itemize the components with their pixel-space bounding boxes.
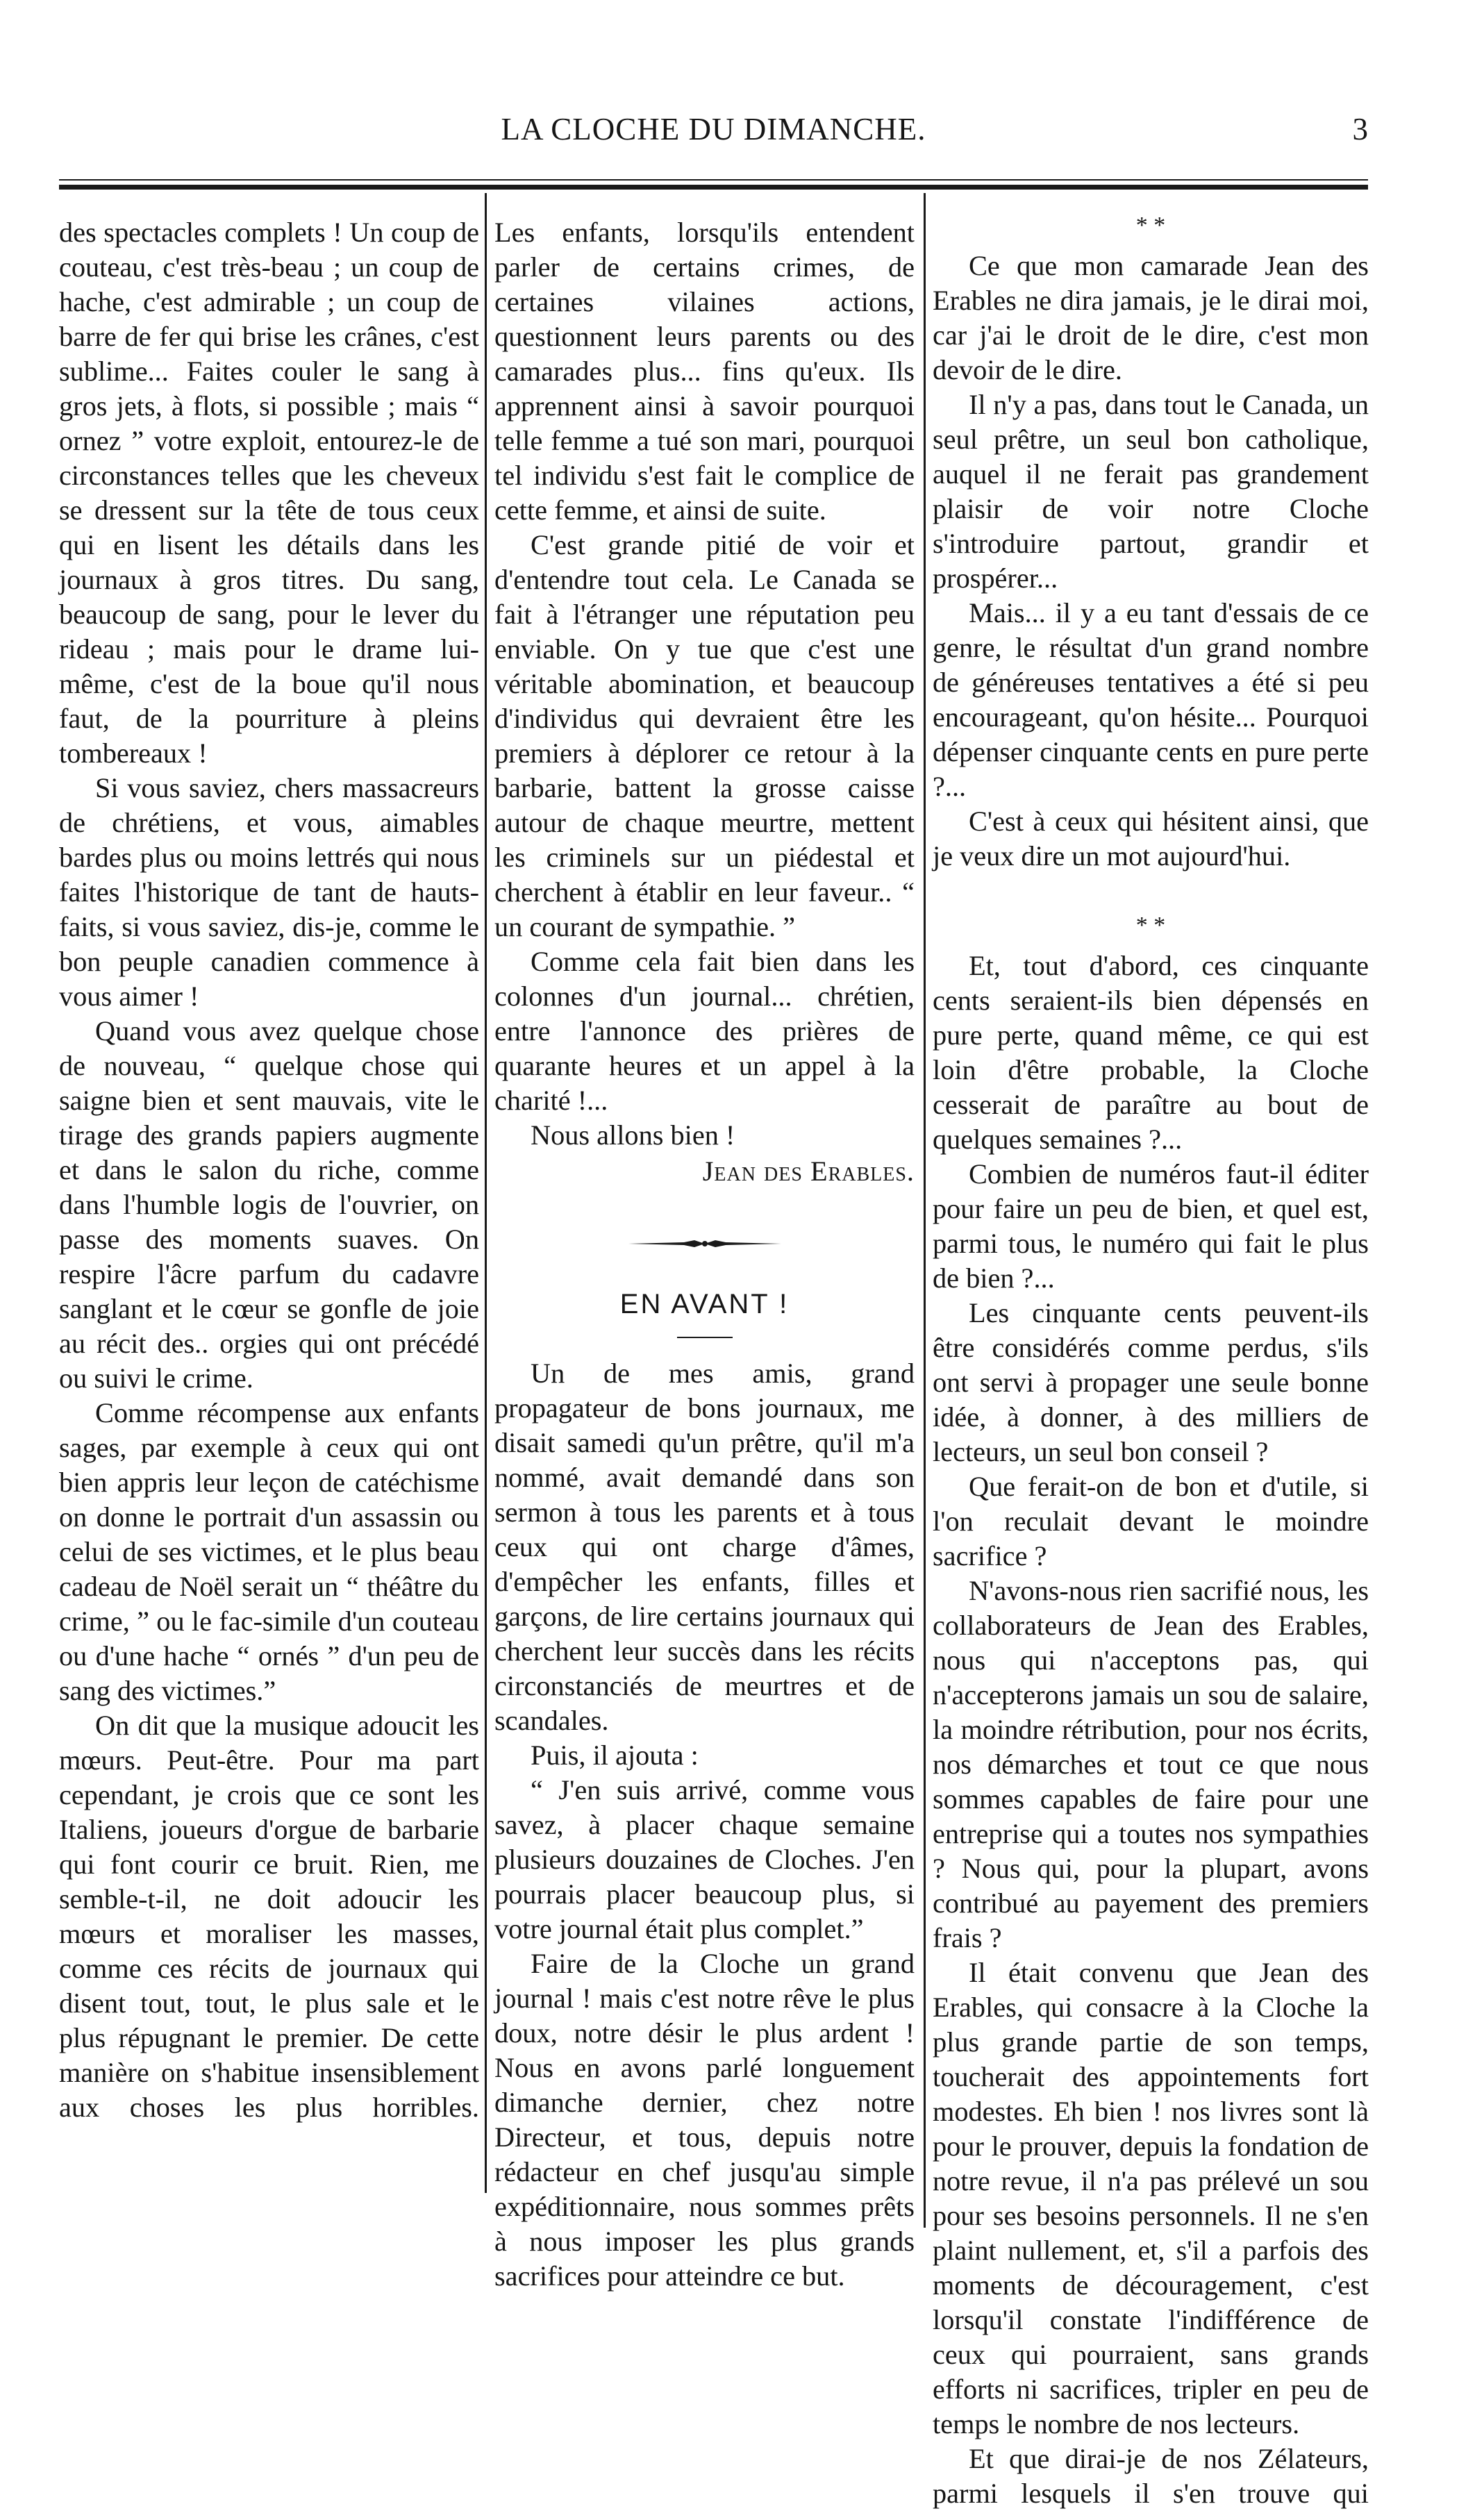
paragraph: On dit que la musique adoucit les mœurs. Peut-être. Pour ma part cependant, je crois que ce sont les Italiens, joueurs d'orgue de barbarie qui font courir ce bruit. Rien, me semble-t-il, ne doit adoucir les mœurs et moraliser les masses, comme ces récits de journaux qui disent tout, tout, le plus sale et le plus répugnant le premier. De cette manière on s'habitue insensiblement aux choses les plus horribles. <box>59 1710 479 2123</box>
paragraph: Les enfants, lorsqu'ils entendent parler de certains crimes, de certaines vilaines actions, questionnent leurs parents ou des camarades plus... fins qu'eux. Ils apprennent ainsi à savoir pourquoi telle femme a tué son mari, pourquoi tel individu s'est fait le complice de cette femme, et ainsi de suite. <box>494 217 915 526</box>
paragraph: Quand vous avez quelque chose de nouveau, “ quelque chose qui saigne bien et sent mauvais, vite le tirage des grands papiers augmente et dans le salon du riche, comme dans l'humble logis de l'ouvrier, on passe des moments suaves. On respire l'âcre parfum du cadavre sanglant et le cœur se gonfle de joie au récit des.. orgies qui ont précédé ou suivi le crime. <box>59 1015 479 1394</box>
asterism-separator: * * <box>1135 212 1166 238</box>
section-title: EN AVANT ! <box>619 1289 790 1319</box>
newspaper-title: LA CLOCHE DU DIMANCHE. <box>501 112 926 147</box>
paragraph: Nous allons bien ! <box>531 1119 735 1151</box>
paragraph: Combien de numéros faut-il éditer pour faire un peu de bien, et quel est, parmi tous, le numéro qui fait le plus de bien ?... <box>933 1158 1369 1294</box>
paragraph: Et que dirai-je de nos Zélateurs, parmi lesquels il s'en trouve qui <box>933 2443 1369 2509</box>
paragraph: C'est à ceux qui hésitent ainsi, que je veux dire un mot aujourd'hui. <box>933 806 1369 871</box>
page-header <box>59 111 1368 153</box>
column-divider-2 <box>924 193 926 2228</box>
header-rule-thin <box>59 179 1368 181</box>
paragraph: C'est grande pitié de voir et d'entendre tout cela. Le Canada se fait à l'étranger une réputation peu enviable. On y tue que c'est une véritable abomination, et beaucoup d'individus qui devraient être les premiers à déplorer ce retour à la barbarie, battent la grosse caisse autour de chaque meurtre, mettent les criminels sur un piédestal et cherchent à établir en leur faveur.. “ un courant de sympathie. ” <box>494 529 915 942</box>
paragraph: Les cinquante cents peuvent-ils être considérés comme perdus, s'ils ont servi à propager une seule bonne idée, à donner, à des milliers de lecteurs, un seul bon conseil ? <box>933 1297 1369 1467</box>
signature: Jean des Erables. <box>702 1156 915 1187</box>
column-divider-1 <box>485 193 487 2193</box>
paragraph: des spectacles complets ! Un coup de couteau, c'est très-beau ; un coup de hache, c'est admirable ; un coup de barre de fer qui brise les crânes, c'est sublime... Faites couler le sang à gros jets, à flots, si possible ; mais “ ornez ” votre exploit, entourez-le de circonstances telles que les cheveux se dressent sur la tête de tous ceux qui en lisent les détails dans les journaux à gros titres. Du sang, beaucoup de sang, pour le lever du rideau ; mais pour le drame lui-même, c'est de la boue qu'il nous faut, de la pourriture à pleins tombereaux ! <box>59 217 479 769</box>
paragraph: Faire de la Cloche un grand journal ! mais c'est notre rêve le plus doux, notre désir le plus ardent ! Nous en avons parlé longuement dimanche dernier, chez notre Directeur, et tous, depuis notre rédacteur en chef jusqu'au simple expéditionnaire, nous sommes prêts à nous imposer les plus grands sacrifices pour atteindre ce but. <box>494 1948 915 2292</box>
paragraph: N'avons-nous rien sacrifié nous, les collaborateurs de Jean des Erables, nous qui n'acceptons pas, qui n'accepterons jamais un sou de salaire, la moindre rétribution, pour nos écrits, nos démarches et tout ce que nous sommes capables de faire pour une entreprise qui a toutes nos sympathies ? Nous qui, pour la plupart, avons contribué au payement des premiers frais ? <box>933 1575 1369 1953</box>
paragraph: Et, tout d'abord, ces cinquante cents seraient-ils bien dépensés en pure perte, quand même, ce qui est loin d'être probable, la Cloche cesserait de paraître au bout de quelques semaines ?... <box>933 950 1369 1155</box>
column-1 <box>59 215 479 2125</box>
paragraph: Il était convenu que Jean des Erables, qui consacre à la Cloche la plus grande partie de son temps, toucherait des appointements fort modestes. Eh bien ! nos livres sont là pour le prouver, depuis la fondation de notre revue, il n'a pas prélevé un sou pour ses besoins personnels. Il ne s'en plaint nullement, et, s'il a parfois des moments de découragement, c'est lorsqu'il constate l'indifférence de ceux qui pourraient, sans grands efforts ni sacrifices, tripler en peu de temps le nombre de nos lecteurs. <box>933 1957 1369 2439</box>
paragraph: Ce que mon camarade Jean des Erables ne dira jamais, je le dirai moi, car j'ai le droit de le dire, c'est mon devoir de le dire. <box>933 250 1369 385</box>
column-3 <box>933 212 1369 2511</box>
paragraph: Puis, il ajouta : <box>531 1740 699 1771</box>
paragraph: Mais... il y a eu tant d'essais de ce genre, le résultat d'un grand nombre de généreuses tentatives a été si peu encourageant, qu'on hésite... Pourquoi dépenser cinquante cents en pure perte ?... <box>933 597 1369 802</box>
paragraph: Comme cela fait bien dans les colonnes d'un journal... chrétien, entre l'annonce des prières de quarante heures et un appel à la charité !... <box>494 946 915 1116</box>
page-number: 3 <box>1352 112 1368 147</box>
title-rule <box>677 1337 733 1338</box>
paragraph: Comme récompense aux enfants sages, par exemple à ceux qui ont bien appris leur leçon de catéchisme on donne le portrait d'un assassin ou celui de ses victimes, et le plus beau cadeau de Noël serait un “ théâtre du crime, ” ou le fac-simile d'un couteau ou d'une hache “ ornés ” d'un peu de sang des victimes.” <box>59 1397 479 1706</box>
header-rule-thick <box>59 185 1368 190</box>
paragraph: “ J'en suis arrivé, comme vous savez, à placer chaque semaine plusieurs douzaines de Cloches. J'en pourrais placer beaucoup plus, si votre journal était plus complet.” <box>494 1774 915 1944</box>
paragraph: Si vous saviez, chers massacreurs de chrétiens, et vous, aimables bardes plus ou moins lettrés qui nous faites l'historique de tant de hauts-faits, si vous saviez, dis-je, comme le bon peuple canadien commence à vous aimer ! <box>59 772 479 1012</box>
column-2 <box>494 215 915 2294</box>
paragraph: Il n'y a pas, dans tout le Canada, un seul prêtre, un seul bon catholique, auquel il ne ferait pas grandement plaisir de voir notre Cloche s'introduire partout, grandir et prospérer... <box>933 389 1369 594</box>
paragraph: Que ferait-on de bon et d'utile, si l'on reculait devant le moindre sacrifice ? <box>933 1471 1369 1571</box>
asterism-separator: * * <box>1135 912 1166 938</box>
ornament-divider-icon <box>628 1239 781 1249</box>
paragraph: Un de mes amis, grand propagateur de bons journaux, me disait samedi qu'un prêtre, qu'il m'a nommé, avait demandé dans son sermon à tous les parents et à tous ceux qui ont charge d'âmes, d'empêcher les enfants, filles et garçons, de lire certains journaux qui cherchent leur succès dans les récits circonstanciés de meurtres et de scandales. <box>494 1358 915 1736</box>
